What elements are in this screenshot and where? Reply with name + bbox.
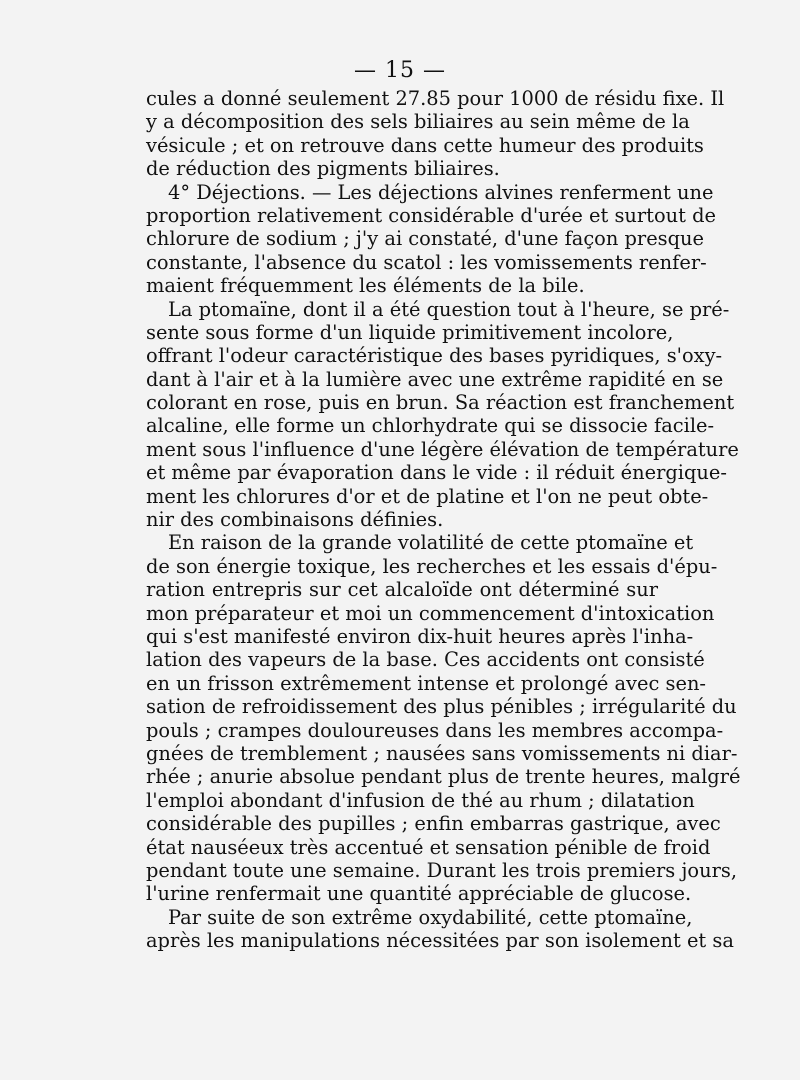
text-line: colorant en rose, puis en brun. Sa réaction est franchement (146, 391, 735, 415)
text-line: lation des vapeurs de la base. Ces accidents ont consisté (146, 648, 705, 672)
text-line: qui s'est manifesté environ dix-huit heures après l'inha- (146, 624, 694, 648)
text-line: vésicule ; et on retrouve dans cette humeur des produits (146, 133, 704, 157)
text-line: cules a donné seulement 27.85 pour 1000 de résidu fixe. Il (146, 87, 725, 110)
text-line: mon préparateur et moi un commencement d'intoxication (146, 601, 715, 625)
text-line: rhée ; anurie absolue pendant plus de trente heures, malgré (146, 765, 741, 789)
text-line: ment sous l'influence d'une légère élévation de température (146, 437, 739, 461)
text-line: dant à l'air et à la lumière avec une extrême rapidité en se (146, 367, 724, 391)
text-line: l'urine renfermait une quantité appréciable de glucose. (146, 882, 692, 906)
text-line-dejections: 4° Déjections. — Les déjections alvines renferment une (168, 180, 714, 204)
text-line: de son énergie toxique, les recherches et les essais d'épu- (146, 554, 718, 578)
text-line: pouls ; crampes douloureuses dans les membres accompa- (146, 718, 724, 742)
text-line: ration entrepris sur cet alcaloïde ont déterminé sur (146, 578, 658, 602)
body-text (146, 87, 741, 953)
text-line: En raison de la grande volatilité de cette ptomaïne et (168, 531, 694, 555)
text-line: ment les chlorures d'or et de platine et l'on ne peut obte- (146, 484, 709, 508)
text-line: Par suite de son extrême oxydabilité, cette ptomaïne, (168, 905, 693, 929)
text-line: offrant l'odeur caractéristique des bases pyridiques, s'oxy- (146, 344, 723, 368)
text-line: après les manipulations nécessitées par son isolement et sa (146, 929, 734, 953)
text-line: nir des combinaisons définies. (146, 508, 444, 532)
page-number: — 15 — (354, 58, 446, 83)
text-line: considérable des pupilles ; enfin embarras gastrique, avec (146, 812, 721, 836)
text-line: en un frisson extrêmement intense et prolongé avec sen- (146, 671, 706, 695)
text-line: y a décomposition des sels biliaires au sein même de la (146, 110, 690, 134)
text-line: gnées de tremblement ; nausées sans vomissements ni diar- (146, 741, 738, 765)
text-line: alcaline, elle forme un chlorhydrate qui se dissocie facile- (146, 414, 715, 438)
text-line: maient fréquemment les éléments de la bile. (146, 274, 585, 298)
text-line: chlorure de sodium ; j'y ai constaté, d'une façon presque (146, 227, 704, 251)
text-line: de réduction des pigments biliaires. (146, 157, 500, 181)
text-line: sente sous forme d'un liquide primitivement incolore, (146, 320, 674, 344)
text-line: constante, l'absence du scatol : les vomissements renfer- (146, 250, 707, 274)
text-line: La ptomaïne, dont il a été question tout à l'heure, se pré- (168, 297, 730, 321)
text-line: état nauséeux très accentué et sensation pénible de froid (146, 835, 711, 859)
text-line: et même par évaporation dans le vide : il réduit énergique- (146, 461, 727, 485)
text-line: sation de refroidissement des plus pénibles ; irrégularité du (146, 695, 737, 719)
text-line: proportion relativement considérable d'urée et surtout de (146, 203, 716, 227)
text-line: pendant toute une semaine. Durant les trois premiers jours, (146, 858, 737, 882)
text-line: l'emploi abondant d'infusion de thé au rhum ; dilatation (146, 788, 695, 812)
